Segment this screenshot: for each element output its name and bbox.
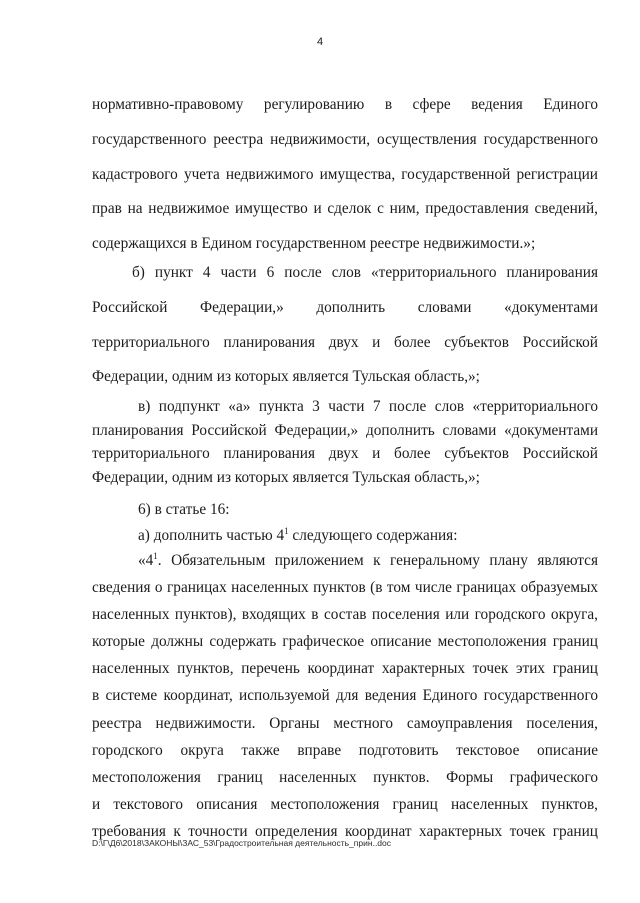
text-line: в системе координат, используемой для ведения Единого государственного [92,687,598,705]
text-line: содержащихся в Едином государственном реестре недвижимости.»; [92,235,536,253]
paragraph-v [92,395,598,489]
text-line: государственного реестра недвижимости, осуществления государственного [92,130,598,148]
text-line: Российской Федерации,» дополнить словами «документами [92,298,598,316]
text-line: нормативно-правовому регулированию в сфере ведения Единого [92,96,598,113]
text-line: реестра недвижимости. Органы местного самоуправления поселения, [92,714,598,732]
text-line: кадастрового учета недвижимого имущества, государственной регистрации [92,165,598,183]
page-number: 4 [316,36,324,48]
text-line: 6) в статье 16: [138,501,230,518]
paragraph-6 [92,496,598,524]
text-line: территориального планирования двух и более субъектов Российской [92,333,598,351]
text-line: прав на недвижимое имущество и сделок с ним, предоставления сведений, [92,200,598,218]
text-line: населенных пунктов, перечень координат характерных точек этих границ [92,660,598,678]
text-line: сведения о границах населенных пунктов (в том числе границах образуемых [92,579,598,597]
text-line: населенных пунктов), входящих в состав поселения или городского округа, [92,606,598,624]
text-line: городского округа также вправе подготовить текстовое описание [92,741,598,759]
text-fragment: «4 [138,552,154,569]
text-line: требования к точности определения координат характерных точек границ [92,822,598,840]
paragraph-continuation [92,88,598,262]
superscript: 1 [284,525,289,536]
text-line: планирования Российской Федерации,» дополнить словами «документами [92,421,598,439]
superscript: 1 [153,550,158,561]
paragraph-4-1 [92,547,598,845]
text-line [92,525,598,547]
text-line [92,547,598,574]
file-path-footer: D:\Г\Д6\2018\ЗАКОНЫ\ЗАС_53\Градостроительная деятельность_прин..doc [92,838,392,848]
text-line: Федерации, одним из которых является Тульская область,»; [92,368,480,386]
text-line: территориального планирования двух и более субъектов Российской [92,445,598,462]
text-fragment: следующего содержания: [288,527,458,544]
text-fragment: . Обязательным приложением к генеральному плану являются [157,552,598,569]
text-line: в) подпункт «а» пункта 3 части 7 после слов «территориального [138,398,598,415]
text-line: местоположения границ населенных пунктов. Формы графического [92,768,598,786]
paragraph-b [92,256,598,395]
text-fragment: а) дополнить частью 4 [138,527,285,544]
text-line: Федерации, одним из которых является Тульская область,»; [92,468,480,486]
text-line: б) пункт 4 части 6 после слов «территориального планирования [132,264,598,281]
paragraph-a [92,525,598,547]
text-line: которые должны содержать графическое описание местоположения границ [92,633,598,651]
text-line: и текстового описания местоположения границ населенных пунктов, [92,795,598,813]
